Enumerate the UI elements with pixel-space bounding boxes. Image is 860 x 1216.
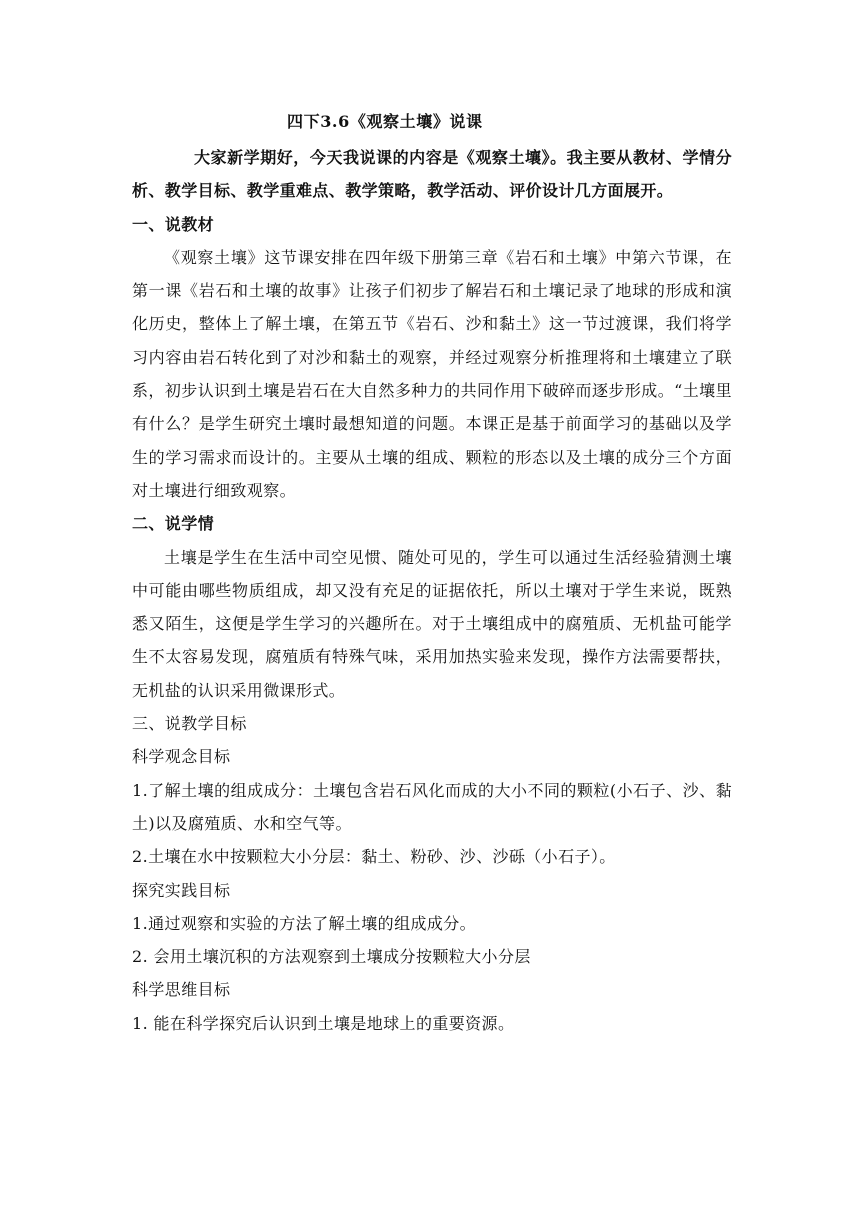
document-title: 四下3.6《观察土壤》说课 — [287, 112, 483, 131]
goal-item-resource-awareness: 1. 能在科学探究后认识到土壤是地球上的重要资源。 — [132, 1013, 515, 1033]
goal-heading-scientific-thinking: 科学思维目标 — [132, 980, 231, 1000]
goal-heading-science-concept: 科学观念目标 — [132, 747, 231, 767]
document-body — [132, 141, 732, 1040]
goal-item-sedimentation: 2. 会用土壤沉积的方法观察到土壤成分按颗粒大小分层 — [132, 947, 531, 967]
textbook-paragraph: 《观察土壤》这节课安排在四年级下册第三章《岩石和土壤》中第六节课，在第一课《岩石和土壤的故事》让孩子们初步了解岩石和土壤记录了地球的形成和演化历史，整体上了解土壤，在第五节《岩石、沙和黏土》这一节过渡课，我们将学习内容由岩石转化到了对沙和黏土的观察，并经过观察分析推理将和土壤建立了联系，初步认识到土壤是岩石在大自然多种力的共同作用下破碎而逐步形成。“土壤里有什么？是学生研究土壤时最想知道的问题。本课正是基于前面学习的基础以及学生的学习需求而设计的。主要从土壤的组成、颗粒的形态以及土壤的成分三个方面对土壤进行细致观察。 — [132, 247, 732, 500]
section-heading-students: 二、说学情 — [132, 514, 215, 534]
intro-paragraph: 大家新学期好，今天我说课的内容是《观察土壤》。我主要从教材、学情分析、教学目标、教学重难点、教学策略，教学活动、评价设计几方面展开。 — [132, 148, 732, 201]
students-paragraph: 土壤是学生在生活中司空见惯、随处可见的，学生可以通过生活经验猜测土壤中可能由哪些物质组成，却又没有充足的证据依托，所以土壤对于学生来说，既熟悉又陌生，这便是学生学习的兴趣所在。对于土壤组成中的腐殖质、无机盐可能学生不太容易发现，腐殖质有特殊气味，采用加热实验来发现，操作方法需要帮扶，无机盐的认识采用微课形式。 — [132, 547, 732, 700]
goal-item-layering: 2.土壤在水中按颗粒大小分层：黏土、粉砂、沙、沙砾（小石子）。 — [132, 847, 616, 867]
section-heading-textbook: 一、说教材 — [132, 214, 215, 234]
goal-heading-inquiry-practice: 探究实践目标 — [132, 880, 231, 900]
section-heading-goals: 三、说教学目标 — [132, 714, 247, 734]
goal-item-observation-experiment: 1.通过观察和实验的方法了解土壤的组成成分。 — [132, 913, 477, 933]
goal-item-composition: 1.了解土壤的组成成分：土壤包含岩石风化而成的大小不同的颗粒(小石子、沙、黏土)以及腐殖质、水和空气等。 — [132, 780, 732, 833]
